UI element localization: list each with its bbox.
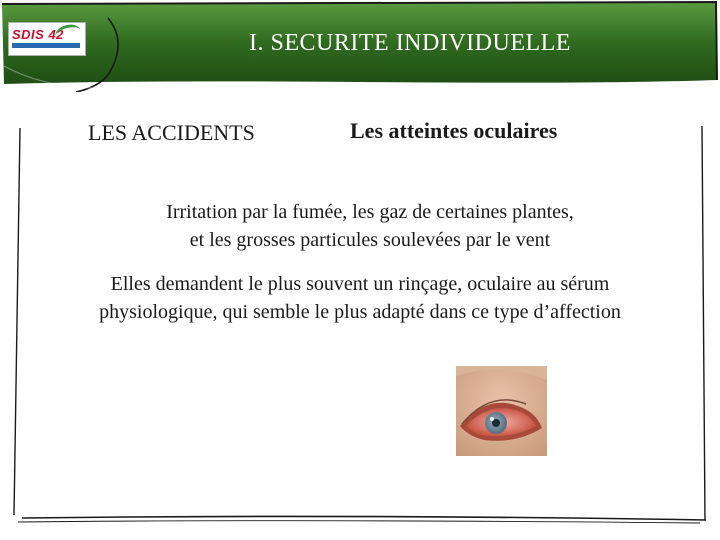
paragraph-line: physiologique, qui semble le plus adapté dans ce type d’affection [99,301,621,323]
paragraph-line: Elles demandent le plus souvent un rinçage, oculaire au sérum [110,273,610,295]
section-title: Les atteintes oculaires [350,118,558,143]
page-title: I. SECURITE INDIVIDUELLE [249,30,571,56]
slide-header [0,0,720,92]
section-label: LES ACCIDENTS [88,120,255,145]
sdis-logo [8,22,86,56]
paragraph-line: Irritation par la fumée, les gaz de certaines plantes, [166,201,574,223]
paragraph-rincage [30,270,690,326]
logo-bar [12,43,80,48]
paragraph-irritation [80,198,660,254]
paragraph-line: et les grosses particules soulevées par le vent [189,229,551,251]
irritated-eye-photo [456,366,547,456]
eye-image-icon [456,366,547,456]
logo-text: SDIS 42 [12,27,64,42]
